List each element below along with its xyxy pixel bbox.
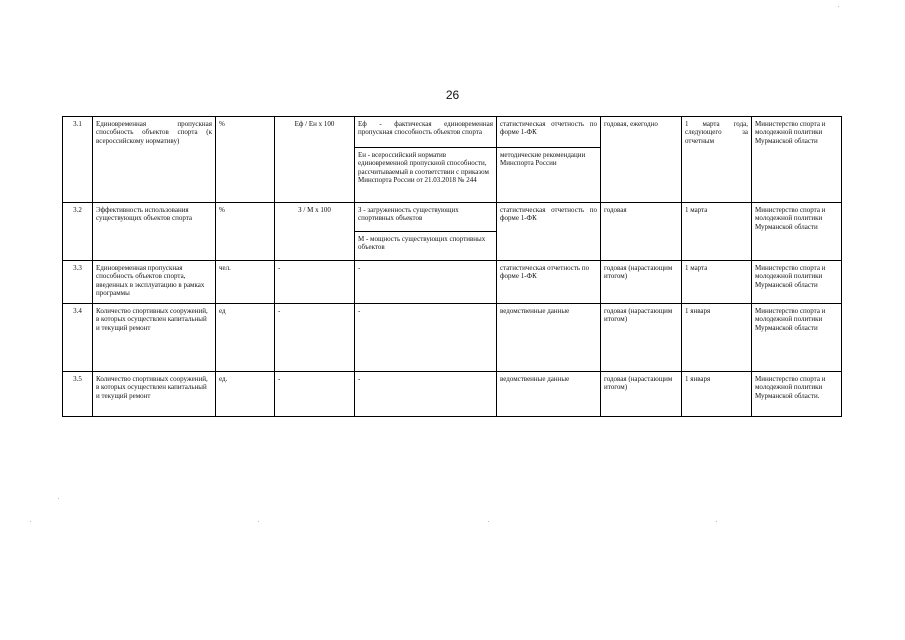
responsible-cell: Министерство спорта и молодежной политики Мурманской области bbox=[752, 203, 842, 261]
formula-cell: - bbox=[275, 261, 355, 304]
unit-cell: % bbox=[216, 117, 275, 203]
deadline-cell: 1 марта года, следующего за отчетным bbox=[682, 117, 752, 203]
source-cell: ведомственные данные bbox=[497, 304, 601, 372]
row-number: 3.5 bbox=[63, 372, 93, 417]
table-row bbox=[63, 203, 842, 232]
formula-cell: - bbox=[275, 304, 355, 372]
indicator-name: Единовременная пропускная способность объектов спорта (к всероссийскому нормативу) bbox=[93, 117, 216, 203]
scan-speck bbox=[716, 521, 717, 522]
indicators-table bbox=[62, 116, 842, 417]
source-cell: методические рекомендации Минспорта России bbox=[497, 148, 601, 203]
component-cell: М - мощность существующих спортивных объектов bbox=[355, 232, 497, 261]
page-number: 26 bbox=[445, 88, 460, 102]
responsible-cell: Министерство спорта и молодежной политики Мурманской области. bbox=[752, 372, 842, 417]
scan-speck bbox=[488, 521, 489, 522]
unit-cell: чел. bbox=[216, 261, 275, 304]
row-number: 3.4 bbox=[63, 304, 93, 372]
table-row bbox=[63, 117, 842, 148]
source-cell: статистическая отчетность по форме 1-ФК bbox=[497, 117, 601, 148]
indicator-name: Единовременная пропускная способность объектов спорта, введенных в эксплуатацию в рамках программы bbox=[93, 261, 216, 304]
formula-cell: - bbox=[275, 372, 355, 417]
component-cell: Ен - всероссийский норматив единовременной пропускной способности, рассчитываемый в соответствии с приказом Минспорта России от 21.03.2018 № 244 bbox=[355, 148, 497, 203]
indicator-name: Количество спортивных сооружений, в которых осуществлен капитальный и текущий ремонт bbox=[93, 372, 216, 417]
source-cell: статистическая отчетность по форме 1-ФК bbox=[497, 261, 601, 304]
unit-cell: ед bbox=[216, 304, 275, 372]
scan-speck bbox=[30, 521, 31, 522]
deadline-cell: 1 января bbox=[682, 304, 752, 372]
periodicity-cell: годовая (нарастающим итогом) bbox=[601, 304, 682, 372]
formula-cell: З / М х 100 bbox=[275, 203, 355, 261]
scan-speck bbox=[258, 521, 259, 522]
table-row bbox=[63, 304, 842, 372]
indicator-name: Эффективность использования существующих объектов спорта bbox=[93, 203, 216, 261]
source-cell: статистическая отчетность по форме 1-ФК bbox=[497, 203, 601, 261]
responsible-cell: Министерство спорта и молодежной политики Мурманской области bbox=[752, 261, 842, 304]
deadline-cell: 1 марта bbox=[682, 261, 752, 304]
component-cell: З - загруженность существующих спортивных объектов bbox=[355, 203, 497, 232]
scan-speck bbox=[58, 498, 59, 499]
component-cell: - bbox=[355, 261, 497, 304]
unit-cell: % bbox=[216, 203, 275, 261]
deadline-cell: 1 января bbox=[682, 372, 752, 417]
periodicity-cell: годовая (нарастающим итогом) bbox=[601, 372, 682, 417]
indicator-name: Количество спортивных сооружений, в которых осуществлен капитальный и текущий ремонт bbox=[93, 304, 216, 372]
deadline-cell: 1 марта bbox=[682, 203, 752, 261]
scan-speck bbox=[838, 6, 839, 7]
component-cell: - bbox=[355, 372, 497, 417]
row-number: 3.3 bbox=[63, 261, 93, 304]
table-row bbox=[63, 261, 842, 304]
periodicity-cell: годовая, ежегодно bbox=[601, 117, 682, 203]
periodicity-cell: годовая bbox=[601, 203, 682, 261]
periodicity-cell: годовая (нарастающим итогом) bbox=[601, 261, 682, 304]
row-number: 3.2 bbox=[63, 203, 93, 261]
source-cell: ведомственные данные bbox=[497, 372, 601, 417]
formula-cell: Еф / Ен х 100 bbox=[275, 117, 355, 203]
component-cell: Еф - фактическая единовременная пропускная способность объектов спорта bbox=[355, 117, 497, 148]
table-row bbox=[63, 372, 842, 417]
component-cell: - bbox=[355, 304, 497, 372]
responsible-cell: Министерство спорта и молодежной политики Мурманской области bbox=[752, 304, 842, 372]
responsible-cell: Министерство спорта и молодежной политики Мурманской области bbox=[752, 117, 842, 203]
unit-cell: ед. bbox=[216, 372, 275, 417]
row-number: 3.1 bbox=[63, 117, 93, 203]
